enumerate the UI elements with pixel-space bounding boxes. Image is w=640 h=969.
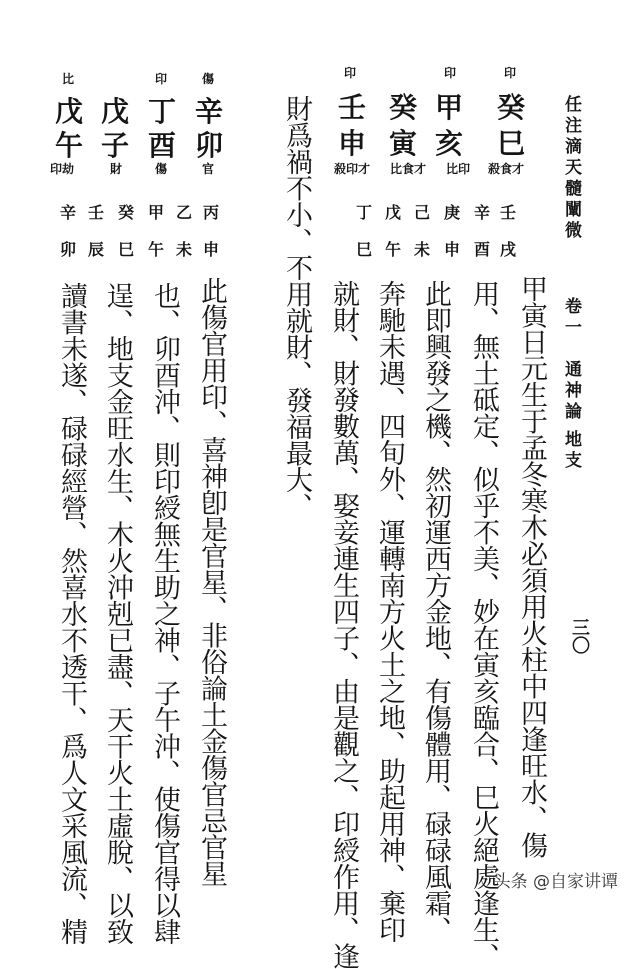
commentary-column: 財爲禍不小、不用就財、發福最大、 bbox=[281, 95, 312, 519]
earthly-branch: 卯 bbox=[195, 129, 224, 162]
commentary-column: 也、卯酉沖、則印綬無生助之神、子午沖、使傷官得以肆 bbox=[149, 282, 180, 945]
heavenly-stem: 辛 bbox=[195, 95, 224, 128]
luck-pillar-branch: 申 bbox=[203, 240, 220, 259]
hidden-stems-label: 傷 bbox=[155, 162, 168, 176]
earthly-branch: 酉 bbox=[148, 129, 177, 162]
heavenly-stem: 癸 bbox=[389, 91, 418, 124]
luck-pillar-branch: 戌 bbox=[500, 240, 517, 259]
volume-label: 卷一 bbox=[561, 297, 581, 339]
luck-pillar-stem: 庚 bbox=[444, 203, 461, 222]
luck-pillar-stem: 己 bbox=[414, 203, 431, 222]
commentary-column: 用、無土砥定、似乎不美、妙在寅亥臨合、巳火絕處逢生、 bbox=[468, 280, 499, 969]
earthly-branch: 寅 bbox=[389, 127, 418, 160]
luck-pillar-branch: 辰 bbox=[88, 240, 105, 259]
hidden-stems-label: 比食才 bbox=[390, 162, 427, 176]
heavenly-stem: 甲 bbox=[435, 91, 464, 124]
ten-god-label: 印 bbox=[155, 72, 168, 86]
ten-god-label: 印 bbox=[444, 66, 457, 80]
luck-pillar-stem: 癸 bbox=[118, 203, 135, 222]
luck-pillar-branch: 酉 bbox=[474, 240, 491, 259]
luck-pillar-stem: 丙 bbox=[203, 203, 220, 222]
page-number: 三〇 bbox=[569, 618, 590, 654]
commentary-column: 奔馳未遇、四旬外、運轉南方火土之地、助起用神、棄印 bbox=[374, 280, 405, 943]
hidden-stems-label: 殺印才 bbox=[334, 162, 371, 176]
earthly-branch: 亥 bbox=[435, 127, 464, 160]
luck-pillar-stem: 丁 bbox=[356, 203, 373, 222]
commentary-column: 逞、地支金旺水生、木火沖剋已盡、天干火土虛脫、以致 bbox=[102, 282, 133, 945]
luck-pillar-branch: 申 bbox=[444, 240, 461, 259]
heavenly-stem: 丁 bbox=[148, 95, 177, 128]
earthly-branch: 申 bbox=[338, 127, 367, 160]
chapter-label: 通神論 bbox=[561, 360, 581, 423]
heavenly-stem: 壬 bbox=[338, 91, 367, 124]
section-label: 地支 bbox=[561, 430, 581, 472]
luck-pillar-stem: 辛 bbox=[60, 203, 77, 222]
luck-pillar-branch: 巳 bbox=[356, 240, 373, 259]
earthly-branch: 子 bbox=[101, 129, 130, 162]
commentary-column: 讀書未遂、碌碌經營、然喜水不透干、爲人文采風流、精 bbox=[56, 282, 87, 945]
earthly-branch: 巳 bbox=[497, 127, 526, 160]
luck-pillar-stem: 辛 bbox=[474, 203, 491, 222]
ten-god-label: 比 bbox=[62, 72, 75, 86]
heavenly-stem: 戊 bbox=[55, 95, 84, 128]
ten-god-label: 印 bbox=[344, 66, 357, 80]
commentary-column: 此即興發之機、然初運西方金地、有傷體用、碌碌風霜、 bbox=[420, 280, 451, 943]
commentary-column: 就財、財發數萬、娶妾連生四子、由是觀之、印綬作用、逢 bbox=[328, 280, 359, 969]
ten-god-label: 傷 bbox=[202, 72, 215, 86]
commentary-column: 甲寅日元生于孟冬寒木必須用火柱中四逢旺水、傷 bbox=[516, 275, 547, 858]
luck-pillar-branch: 巳 bbox=[118, 240, 135, 259]
luck-pillar-stem: 戊 bbox=[385, 203, 402, 222]
luck-pillar-branch: 午 bbox=[385, 240, 402, 259]
earthly-branch: 午 bbox=[55, 129, 84, 162]
luck-pillar-branch: 卯 bbox=[60, 240, 77, 259]
luck-pillar-branch: 未 bbox=[176, 240, 193, 259]
luck-pillar-stem: 甲 bbox=[148, 203, 165, 222]
hidden-stems-label: 印劫 bbox=[50, 162, 75, 176]
ten-god-label: 印 bbox=[504, 66, 517, 80]
hidden-stems-label: 殺食才 bbox=[488, 162, 525, 176]
heavenly-stem: 戊 bbox=[101, 95, 130, 128]
luck-pillar-branch: 午 bbox=[148, 240, 165, 259]
hidden-stems-label: 比印 bbox=[446, 162, 471, 176]
luck-pillar-branch: 未 bbox=[414, 240, 431, 259]
hidden-stems-label: 官 bbox=[202, 162, 215, 176]
luck-pillar-stem: 壬 bbox=[500, 203, 517, 222]
watermark-text: 头条 @自家讲谭 bbox=[493, 872, 618, 892]
heavenly-stem: 癸 bbox=[497, 91, 526, 124]
commentary-column: 此傷官用印、喜神卽是官星、非俗論土金傷官忌官星 bbox=[196, 277, 227, 887]
book-title: 任注滴天髓闡微 bbox=[561, 95, 581, 242]
hidden-stems-label: 財 bbox=[110, 162, 123, 176]
luck-pillar-stem: 乙 bbox=[176, 203, 193, 222]
luck-pillar-stem: 壬 bbox=[88, 203, 105, 222]
